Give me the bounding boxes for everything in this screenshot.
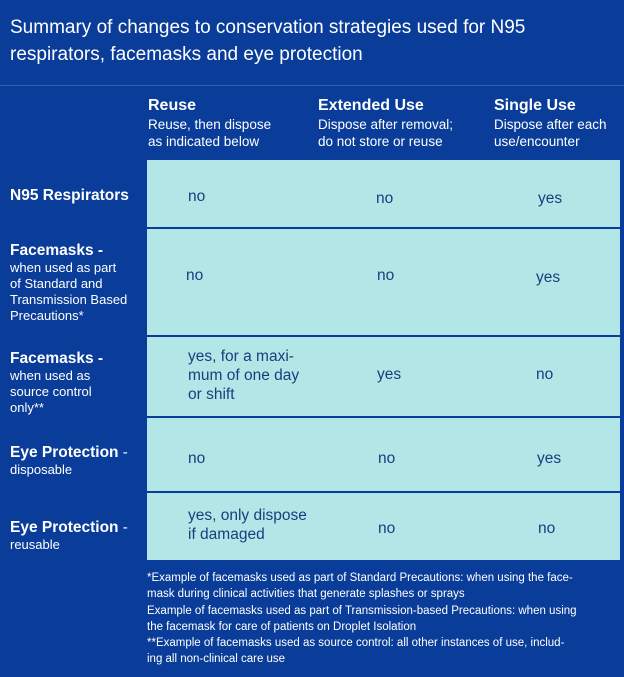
row-label-line: of Standard and xyxy=(10,276,103,291)
cell-line: no xyxy=(188,188,206,205)
column-heading-label: Single Use xyxy=(494,97,576,114)
column-heading-sub: Reuse, then dispose xyxy=(148,117,272,132)
cell-line: no xyxy=(536,366,554,383)
table-cell xyxy=(538,519,555,539)
column-heading-sub: Dispose after removal; xyxy=(318,117,454,132)
cell-line: no xyxy=(186,267,204,284)
footnote-line: Example of facemasks used as part of Transmission-based Precautions: when using xyxy=(147,604,577,617)
column-heading-sub: Dispose after each xyxy=(494,117,607,132)
footnote-line: the facemask for care of patients on Droplet Isolation xyxy=(147,620,417,633)
row-label-title: Eye Protection xyxy=(10,519,119,536)
row-label-line: only** xyxy=(10,400,44,415)
row-label-facemasks-source-control xyxy=(10,349,145,416)
cell-line: yes, only dispose xyxy=(188,507,307,524)
column-heading-single-use xyxy=(494,96,607,150)
cell-line: yes, for a maxi- xyxy=(188,348,294,365)
column-heading-label: Reuse xyxy=(148,97,197,114)
row-label-line: source control xyxy=(10,384,92,399)
row-label-eye-protection-reusable xyxy=(10,518,145,553)
table-cell xyxy=(186,266,203,286)
footnote-line: *Example of facemasks used as part of Standard Precautions: when using the face- xyxy=(147,572,573,584)
table-cell xyxy=(377,365,401,385)
cell-line: no xyxy=(188,450,206,467)
column-heading-extended-use xyxy=(318,96,453,150)
row-label-title: Eye Protection xyxy=(10,444,119,461)
table-cell xyxy=(537,449,561,469)
cell-line: if damaged xyxy=(188,526,265,543)
table-cell xyxy=(188,187,205,207)
table-cell xyxy=(378,519,395,539)
cell-line: no xyxy=(378,520,396,537)
row-label-suffix: - xyxy=(118,444,128,461)
table-cell xyxy=(378,449,395,469)
footnote-line: **Example of facemasks used as source control: all other instances of use, includ- xyxy=(147,637,565,650)
row-label-title: Facemasks - xyxy=(10,242,104,259)
table-cell xyxy=(376,189,393,209)
row-divider xyxy=(147,335,620,337)
table-cell xyxy=(188,347,299,404)
cell-line: no xyxy=(538,520,556,537)
row-divider xyxy=(147,227,620,229)
row-label-suffix: - xyxy=(118,519,128,536)
row-label-eye-protection-disposable xyxy=(10,443,145,478)
column-heading-reuse xyxy=(148,96,271,150)
column-heading-sub: use/encounter xyxy=(494,134,580,149)
row-divider xyxy=(147,416,620,418)
page-title: Summary of changes to conservation strategies used for N95 respirators, facemasks and eye protection xyxy=(10,17,526,65)
row-label-line: disposable xyxy=(10,462,73,477)
footnote-line: ing all non-clinical care use xyxy=(147,653,286,666)
table-cell xyxy=(188,506,307,544)
row-label-n95 xyxy=(10,186,145,205)
row-label-facemasks-standard xyxy=(10,241,145,324)
row-label-line: Precautions* xyxy=(10,308,84,323)
column-heading-label: Extended Use xyxy=(318,97,424,114)
row-divider xyxy=(147,491,620,493)
table-cell xyxy=(536,268,560,288)
footnote-line: mask during clinical activities that generate splashes or sprays xyxy=(147,588,465,601)
row-label-title: Facemasks - xyxy=(10,350,104,367)
table-cell xyxy=(536,365,553,385)
cell-line: no xyxy=(378,450,396,467)
footnotes xyxy=(147,570,617,668)
cell-line: mum of one day xyxy=(188,367,300,384)
row-label-line: when used as part xyxy=(10,260,117,275)
row-label-line: reusable xyxy=(10,537,60,552)
table-cell xyxy=(188,449,205,469)
cell-line: no xyxy=(376,190,394,207)
column-heading-sub: do not store or reuse xyxy=(318,134,443,149)
cell-line: yes xyxy=(537,450,562,467)
row-label-line: Transmission Based xyxy=(10,292,128,307)
cell-line: no xyxy=(377,267,395,284)
cell-line: or shift xyxy=(188,386,235,403)
row-label-title: N95 Respirators xyxy=(10,187,129,204)
cell-line: yes xyxy=(538,190,563,207)
cell-line: yes xyxy=(536,269,561,286)
cell-line: yes xyxy=(377,366,402,383)
column-heading-sub: as indicated below xyxy=(148,134,260,149)
row-label-line: when used as xyxy=(10,368,91,383)
table-cell xyxy=(377,266,394,286)
title-band xyxy=(0,0,624,86)
table-cell xyxy=(538,189,562,209)
